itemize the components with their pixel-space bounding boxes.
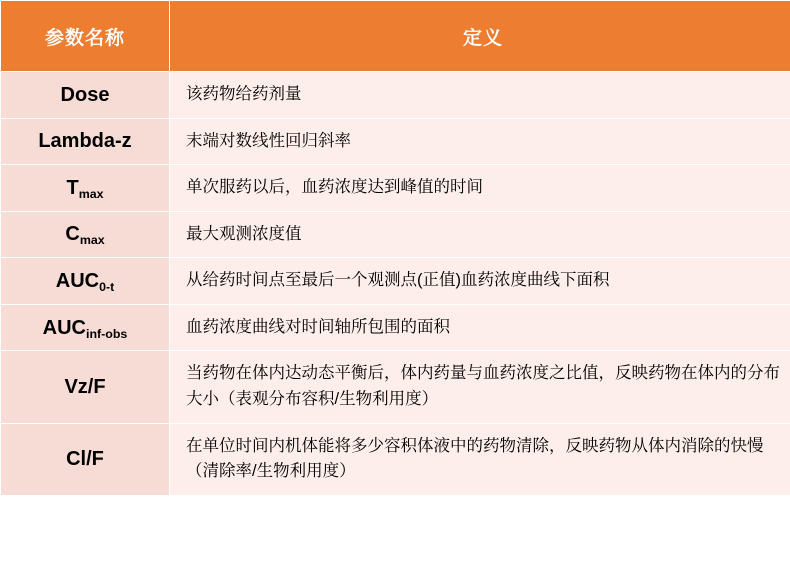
- parameter-definition-cell: 末端对数线性回归斜率: [170, 118, 790, 165]
- parameter-definition-cell: 单次服药以后，血药浓度达到峰值的时间: [170, 165, 790, 212]
- table-header-row: [1, 1, 790, 72]
- parameter-definition-cell: 在单位时间内机体能将多少容积体液中的药物清除，反映药物从体内消除的快慢（清除率/生物利用度）: [170, 423, 790, 495]
- parameter-definition-cell: 最大观测浓度值: [170, 211, 790, 258]
- parameter-name-subscript: 0-t: [99, 280, 115, 295]
- parameter-name-cell: [1, 258, 170, 305]
- parameter-name-main: Dose: [60, 83, 110, 106]
- parameter-name-subscript: inf-obs: [86, 326, 128, 341]
- parameter-name-subscript: max: [79, 233, 105, 248]
- table-row: [1, 118, 790, 165]
- parameter-name-cell: [1, 211, 170, 258]
- table-row: [1, 304, 790, 351]
- table-row: [1, 165, 790, 212]
- parameter-name-cell: [1, 72, 170, 119]
- parameter-definition-cell: 血药浓度曲线对时间轴所包围的面积: [170, 304, 790, 351]
- parameter-name-main: Cl/F: [66, 448, 104, 471]
- parameter-name-main: Lambda-z: [38, 130, 132, 153]
- parameter-name-main: C: [65, 223, 80, 246]
- parameter-name-cell: [1, 118, 170, 165]
- parameter-name-subscript: max: [78, 186, 104, 201]
- parameter-name-cell: [1, 165, 170, 212]
- parameter-name-main: T: [66, 176, 79, 199]
- parameter-definition-cell: 从给药时间点至最后一个观测点(正值)血药浓度曲线下面积: [170, 258, 790, 305]
- parameter-name-cell: [1, 351, 170, 423]
- table-header: [1, 1, 790, 72]
- table-body: [1, 72, 790, 496]
- parameter-name-main: Vz/F: [64, 375, 106, 398]
- parameter-name-main: AUC: [42, 316, 87, 339]
- parameter-name-main: AUC: [55, 270, 100, 293]
- parameter-definition-cell: 该药物给药剂量: [170, 72, 790, 119]
- table-row: [1, 351, 790, 423]
- column-header-parameter-name: 参数名称: [1, 1, 170, 72]
- table-row: [1, 258, 790, 305]
- parameter-definition-cell: 当药物在体内达动态平衡后，体内药量与血药浓度之比值，反映药物在体内的分布大小（表观分布容积/生物利用度）: [170, 351, 790, 423]
- table-row: [1, 423, 790, 495]
- column-header-definition: 定义: [170, 1, 790, 72]
- table-row: [1, 211, 790, 258]
- parameter-name-cell: [1, 304, 170, 351]
- parameter-name-cell: [1, 423, 170, 495]
- table-row: [1, 72, 790, 119]
